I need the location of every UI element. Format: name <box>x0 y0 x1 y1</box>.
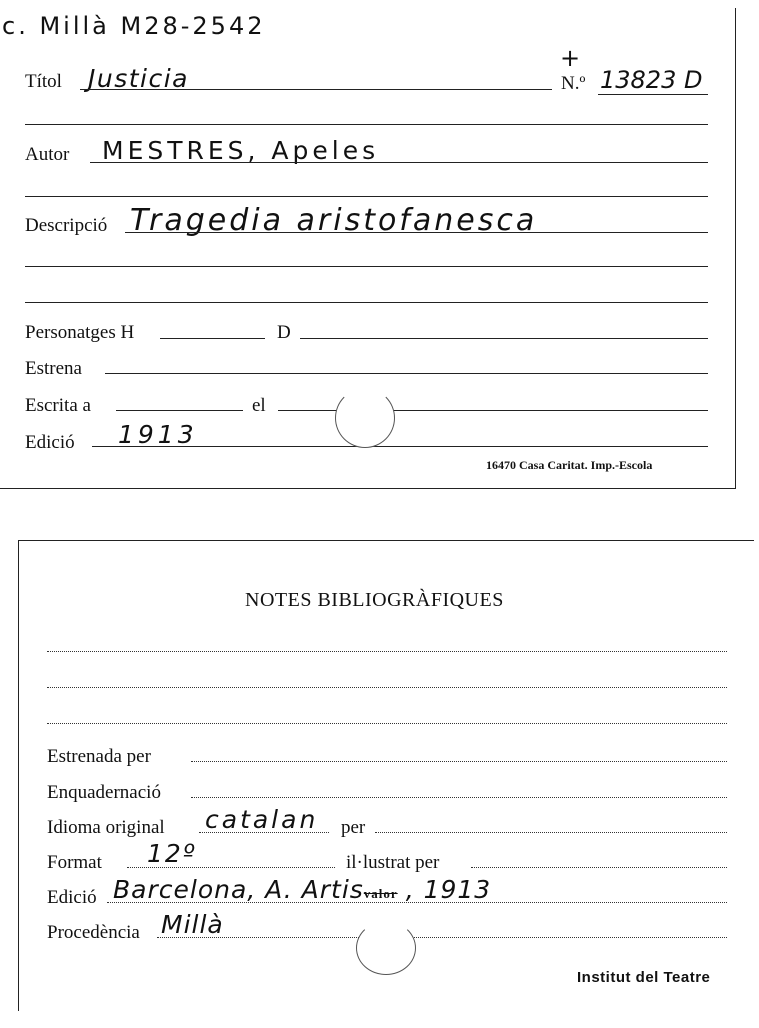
edicio-value: 1913 <box>118 420 198 449</box>
estrena-line <box>105 373 708 374</box>
idioma-value: catalan <box>205 805 319 834</box>
blank-line-3 <box>25 266 708 267</box>
personatges-h-line <box>160 338 265 339</box>
dotted-line-2 <box>47 687 727 688</box>
descripcio-line <box>125 232 708 233</box>
autor-line <box>90 162 708 163</box>
illustrat-label: il·lustrat per <box>346 852 440 873</box>
idioma-line <box>199 832 329 833</box>
escrita-label: Escrita a <box>25 395 91 416</box>
per-label: per <box>341 817 366 838</box>
num-mark: + <box>560 44 581 72</box>
idioma-label: Idioma original <box>47 817 165 838</box>
blank-line-1 <box>25 124 708 125</box>
el-label: el <box>252 395 266 416</box>
printer-imprint: 16470 Casa Caritat. Imp.-Escola <box>486 458 653 472</box>
blank-line-2 <box>25 196 708 197</box>
escrita-line <box>116 410 243 411</box>
edicio2-label: Edició <box>47 887 97 908</box>
titol-label: Títol <box>25 71 62 92</box>
autor-value: MESTRES, Apeles <box>102 136 380 165</box>
top-note: c. Millà M28-2542 <box>2 12 266 40</box>
enquadernacio-line <box>191 797 727 798</box>
format-line <box>127 867 335 868</box>
titol-value: Justicia <box>88 64 190 93</box>
dotted-line-3 <box>47 723 727 724</box>
edicio-label: Edició <box>25 432 75 453</box>
estrenada-line <box>191 761 727 762</box>
edicio2-city: Barcelona, A. Artis <box>113 875 364 904</box>
procedencia-line <box>157 937 727 938</box>
format-label: Format <box>47 852 102 873</box>
format-value: 12º <box>147 839 197 868</box>
estrenada-label: Estrenada per <box>47 746 151 767</box>
illustrat-line <box>471 867 727 868</box>
notes-heading: NOTES BIBLIOGRÀFIQUES <box>245 589 504 611</box>
per-line <box>375 832 727 833</box>
catalog-card-back <box>18 540 754 1011</box>
num-label: N.º <box>561 73 586 94</box>
num-line <box>598 94 708 95</box>
blank-line-4 <box>25 302 708 303</box>
edicio2-line <box>107 902 727 903</box>
num-value: 13823 D <box>600 66 703 94</box>
punch-hole-mark <box>335 388 395 448</box>
enquadernacio-label: Enquadernació <box>47 782 161 803</box>
edicio2-value <box>113 877 491 902</box>
procedencia-label: Procedència <box>47 922 140 943</box>
titol-line <box>80 89 552 90</box>
descripcio-value: Tragedia aristofanesca <box>130 203 538 238</box>
personatges-label: Personatges H <box>25 322 135 343</box>
edicio-line <box>92 446 708 447</box>
edicio2-year: , 1913 <box>405 875 492 904</box>
edicio2-struck: valor <box>363 886 398 901</box>
institution-name: Institut del Teatre <box>577 969 711 986</box>
personatges-d-label: D <box>277 322 291 343</box>
procedencia-value: Millà <box>161 910 224 939</box>
estrena-label: Estrena <box>25 358 82 379</box>
personatges-d-line <box>300 338 708 339</box>
autor-label: Autor <box>25 144 70 165</box>
catalog-card-front <box>0 8 736 489</box>
punch-hole-mark-2 <box>356 921 416 975</box>
descripcio-label: Descripció <box>25 215 108 236</box>
dotted-line-1 <box>47 651 727 652</box>
